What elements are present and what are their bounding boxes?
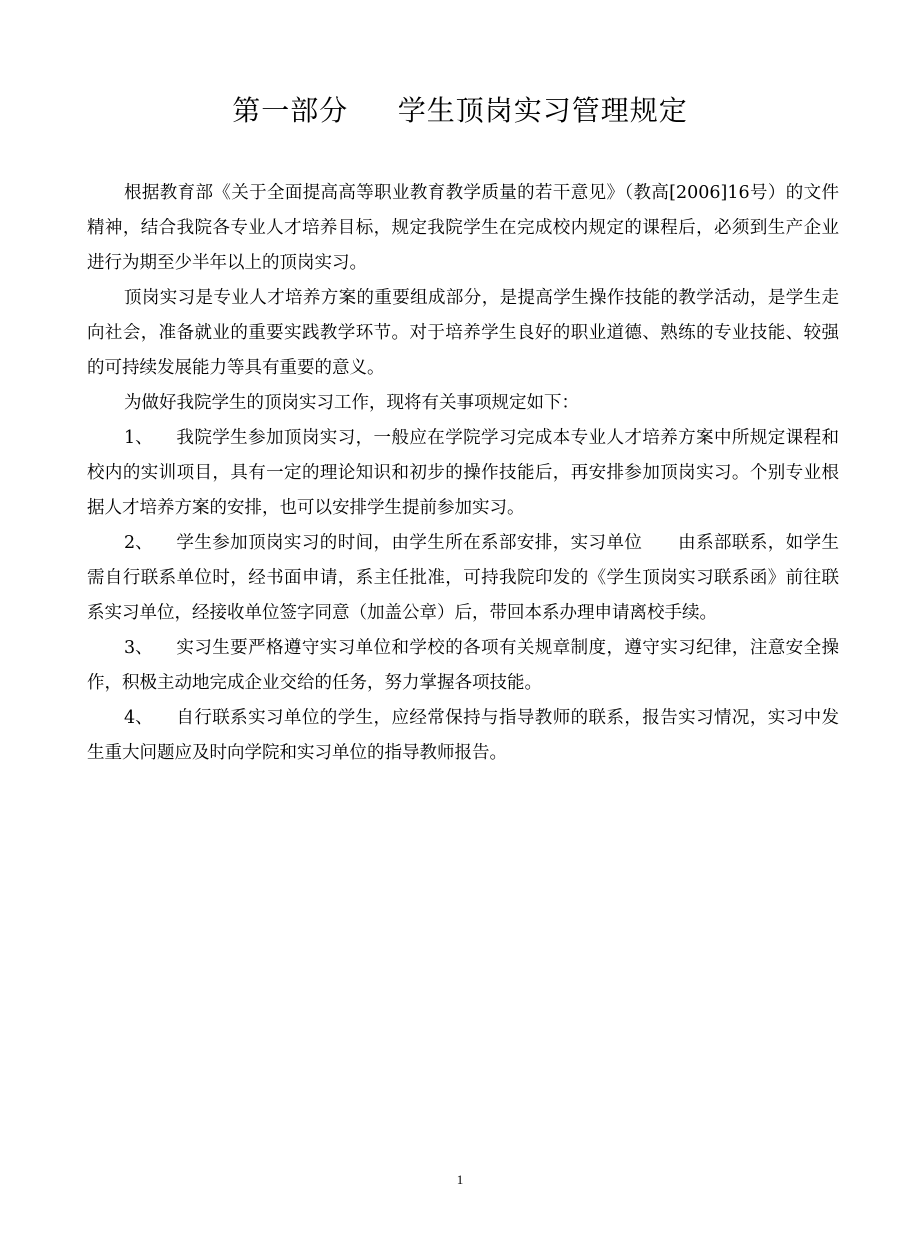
list-item [87,421,839,526]
page-title: 第一部分 学生顶岗实习管理规定 [232,94,688,127]
document-body [87,176,839,771]
item-number: 2、 [124,533,153,553]
item-number: 1、 [124,428,153,448]
list-item [87,631,839,701]
list-item [87,526,839,631]
item-text: 我院学生参加顶岗实习，一般应在学院学习完成本专业人才培养方案中所规定课程和校内的实训项目，具有一定的理论知识和初步的操作技能后，再安排参加顶岗实习。个别专业根据人才培养方案的安排，也可以安排学生提前参加实习。 [87,428,839,518]
page-number: 1 [456,1172,464,1187]
list-item [87,701,839,771]
item-text: 自行联系实习单位的学生，应经常保持与指导教师的联系，报告实习情况，实习中发生重大问题应及时向学院和实习单位的指导教师报告。 [87,708,839,763]
intro-paragraph: 为做好我院学生的顶岗实习工作，现将有关事项规定如下： [124,393,579,413]
item-number: 4、 [124,708,153,728]
item-text: 学生参加顶岗实习的时间，由学生所在系部安排，实习单位 由系部联系，如学生需自行联系单位时，经书面申请，系主任批准，可持我院印发的《学生顶岗实习联系函》前往联系实习单位，经接收单位签字同意（加盖公章）后，带回本系办理申请离校手续。 [87,533,839,623]
item-text: 实习生要严格遵守实习单位和学校的各项有关规章制度，遵守实习纪律，注意安全操作，积极主动地完成企业交给的任务，努力掌握各项技能。 [87,638,839,693]
intro-paragraph: 根据教育部《关于全面提高高等职业教育教学质量的若干意见》（教高[2006]16号）的文件精神，结合我院各专业人才培养目标，规定我院学生在完成校内规定的课程后，必须到生产企业进行为期至少半年以上的顶岗实习。 [87,183,839,273]
intro-paragraph: 顶岗实习是专业人才培养方案的重要组成部分，是提高学生操作技能的教学活动，是学生走向社会，准备就业的重要实践教学环节。对于培养学生良好的职业道德、熟练的专业技能、较强的可持续发展能力等具有重要的意义。 [87,288,839,378]
item-number: 3、 [124,638,153,658]
